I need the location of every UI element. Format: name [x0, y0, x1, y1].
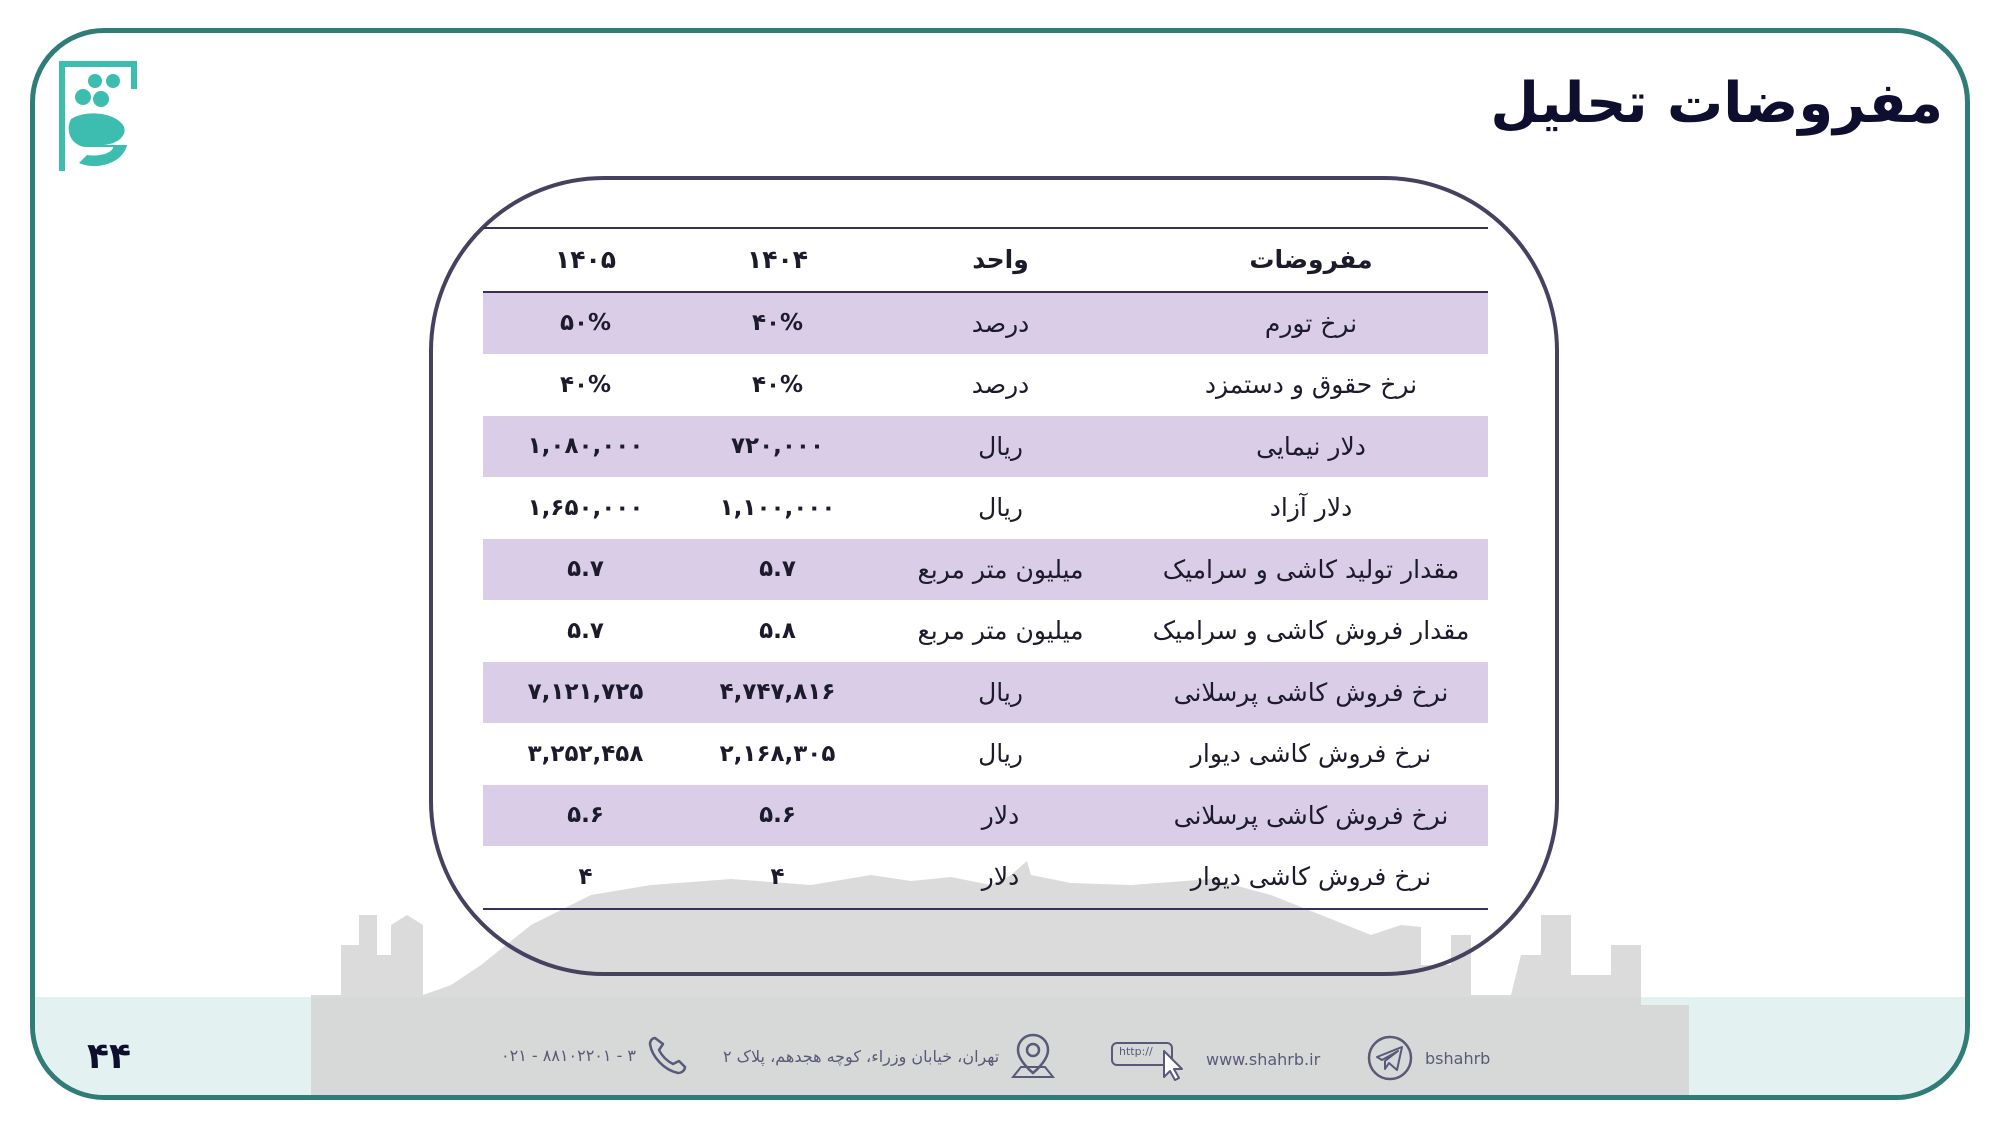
cell-1405: ۵.۷: [567, 617, 604, 644]
cell-1404: ۴,۷۴۷,۸۱۶: [719, 679, 836, 706]
telegram-handle: bshahrb: [1425, 1048, 1491, 1068]
footer-phone[interactable]: [501, 1033, 690, 1077]
table-row: [483, 846, 1488, 909]
cell-unit: میلیون متر مربع: [917, 554, 1084, 584]
cell-assumption: نرخ تورم: [1264, 308, 1358, 338]
table-row: [483, 785, 1488, 847]
table-row: [483, 477, 1488, 539]
cell-1405: ۱,۶۵۰,۰۰۰: [527, 494, 644, 521]
cell-unit: ریال: [978, 677, 1023, 707]
table-row: [483, 662, 1488, 724]
cell-1405: ۴۰%: [559, 371, 612, 398]
footer-address[interactable]: [723, 1031, 1057, 1081]
table-row: [483, 600, 1488, 662]
footer-website[interactable]: [1110, 1037, 1320, 1081]
table-header-row: [483, 228, 1488, 292]
cell-unit: ریال: [978, 493, 1023, 523]
table-row: [483, 723, 1488, 785]
table-row: [483, 292, 1488, 355]
cell-1405: ۵.۷: [567, 556, 604, 583]
address-text: تهران، خیابان وزراء، کوچه هجدهم، پلاک ۲: [723, 1046, 1000, 1066]
phone-icon: [646, 1033, 690, 1077]
web-link-label: http://: [1119, 1045, 1153, 1058]
cell-unit: دلار: [981, 862, 1020, 892]
cell-unit: درصد: [971, 370, 1030, 400]
table-row: [483, 354, 1488, 416]
cell-1404: ۴۰%: [751, 310, 804, 337]
cell-assumption: مقدار تولید کاشی و سرامیک: [1162, 554, 1460, 584]
cell-1404: ۵.۶: [759, 802, 796, 829]
header-1405: ۱۴۰۵: [554, 245, 617, 275]
telegram-icon: [1365, 1033, 1415, 1083]
footer-telegram[interactable]: [1365, 1033, 1490, 1083]
header-unit: واحد: [972, 245, 1029, 275]
cell-1405: ۷,۱۲۱,۷۲۵: [527, 679, 644, 706]
cell-1404: ۴: [770, 863, 785, 890]
cell-unit: ریال: [978, 739, 1023, 769]
cell-1404: ۵.۸: [759, 617, 796, 644]
brand-logo-icon: [57, 59, 139, 177]
cell-assumption: نرخ فروش کاشی پرسلانی: [1173, 800, 1449, 830]
cell-1405: ۳,۲۵۲,۴۵۸: [527, 740, 644, 767]
cell-1404: ۵.۷: [759, 556, 796, 583]
location-pin-icon: [1009, 1031, 1057, 1081]
page-number: ۴۴: [87, 1036, 131, 1077]
header-1404: ۱۴۰۴: [746, 245, 809, 275]
cell-assumption: مقدار فروش کاشی و سرامیک: [1152, 616, 1470, 646]
cell-unit: ریال: [978, 431, 1023, 461]
cell-1404: ۱,۱۰۰,۰۰۰: [719, 494, 836, 521]
cell-assumption: نرخ فروش کاشی دیوار: [1190, 739, 1432, 769]
web-link-icon: [1110, 1037, 1196, 1081]
assumptions-table: [483, 227, 1488, 910]
cell-1405: ۵۰%: [559, 310, 612, 337]
page-title: مفروضات تحلیل: [1490, 71, 1943, 136]
cell-assumption: دلار آزاد: [1269, 493, 1353, 523]
table-row: [483, 416, 1488, 478]
cell-assumption: نرخ فروش کاشی دیوار: [1190, 862, 1432, 892]
cell-1405: ۴: [578, 863, 593, 890]
phone-number: ۰۲۱ - ۸۸۱۰۲۲۰۱ - ۳: [501, 1045, 637, 1065]
cell-unit: دلار: [981, 800, 1020, 830]
table-row: [483, 539, 1488, 601]
cell-assumption: نرخ حقوق و دستمزد: [1204, 370, 1418, 400]
cell-1405: ۵.۶: [567, 802, 604, 829]
cell-assumption: نرخ فروش کاشی پرسلانی: [1173, 677, 1449, 707]
cell-1404: ۲,۱۶۸,۳۰۵: [719, 740, 836, 767]
cell-1404: ۴۰%: [751, 371, 804, 398]
cell-assumption: دلار نیمایی: [1256, 431, 1366, 461]
cell-unit: درصد: [971, 308, 1030, 338]
cell-1405: ۱,۰۸۰,۰۰۰: [527, 433, 644, 460]
header-assumption: مفروضات: [1249, 245, 1373, 275]
cell-1404: ۷۲۰,۰۰۰: [731, 433, 824, 460]
website-text: www.shahrb.ir: [1206, 1049, 1321, 1069]
cell-unit: میلیون متر مربع: [917, 616, 1084, 646]
